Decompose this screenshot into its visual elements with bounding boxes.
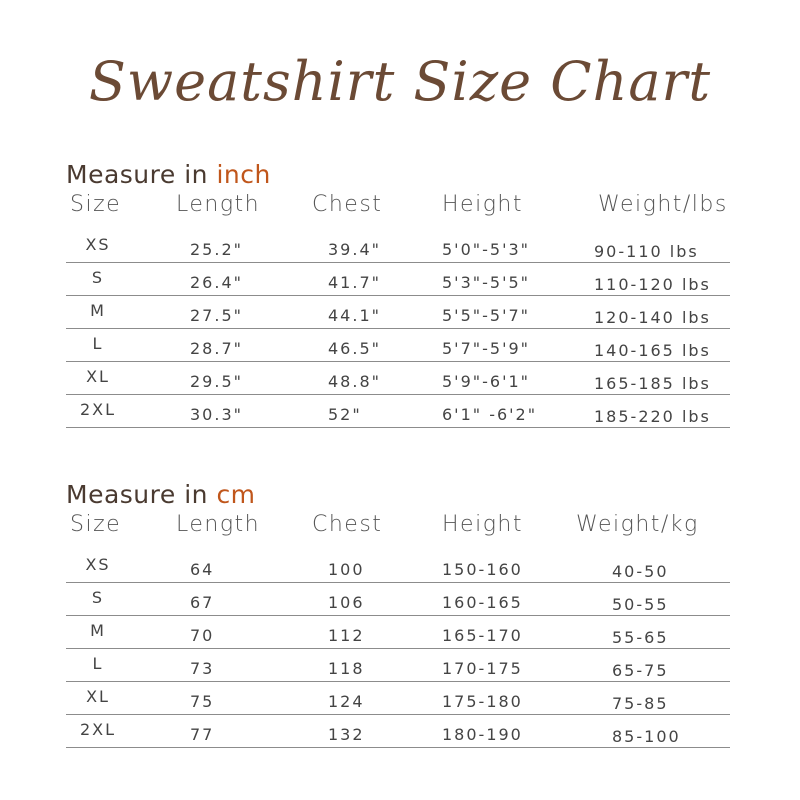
cell-size: M xyxy=(90,301,106,320)
cell-height: 5'7"-5'9" xyxy=(442,339,531,358)
cell-chest: 100 xyxy=(328,560,365,579)
inch-table-header xyxy=(66,192,730,230)
table-row xyxy=(66,715,730,748)
column-header-weight: Weight/lbs xyxy=(598,192,728,217)
cell-height: 160-165 xyxy=(442,593,523,612)
inch-section xyxy=(66,158,730,428)
cell-weight: 140-165 lbs xyxy=(594,341,711,360)
table-row xyxy=(66,395,730,428)
inch-table-body xyxy=(66,230,730,428)
cell-length: 73 xyxy=(190,659,215,678)
cell-length: 30.3" xyxy=(190,405,243,424)
cell-chest: 44.1" xyxy=(328,306,381,325)
cell-weight: 110-120 lbs xyxy=(594,275,711,294)
cell-height: 5'3"-5'5" xyxy=(442,273,531,292)
cell-chest: 39.4" xyxy=(328,240,381,259)
cell-height: 165-170 xyxy=(442,626,523,645)
column-header-size: Size xyxy=(70,192,122,217)
table-row xyxy=(66,616,730,649)
cell-chest: 124 xyxy=(328,692,365,711)
cell-weight: 40-50 xyxy=(612,562,669,581)
cell-size: XL xyxy=(86,367,110,386)
cell-size: 2XL xyxy=(79,720,117,739)
cell-length: 26.4" xyxy=(190,273,243,292)
table-row xyxy=(66,550,730,583)
cell-size: XS xyxy=(85,555,111,574)
cell-size: S xyxy=(91,268,105,287)
cell-length: 75 xyxy=(190,692,215,711)
cell-size: XS xyxy=(85,235,111,254)
cell-weight: 50-55 xyxy=(612,595,669,614)
cell-length: 25.2" xyxy=(190,240,243,259)
cell-height: 5'0"-5'3" xyxy=(442,240,531,259)
cell-chest: 52" xyxy=(328,405,362,424)
cm-heading xyxy=(66,478,730,512)
cell-weight: 55-65 xyxy=(612,628,669,647)
cell-height: 5'5"-5'7" xyxy=(442,306,531,325)
inch-heading-prefix: Measure in xyxy=(66,160,217,189)
table-row xyxy=(66,362,730,395)
cell-height: 150-160 xyxy=(442,560,523,579)
cell-size: S xyxy=(91,588,105,607)
cm-heading-unit: cm xyxy=(216,480,256,509)
cell-chest: 41.7" xyxy=(328,273,381,292)
cell-height: 175-180 xyxy=(442,692,523,711)
page-title: Sweatshirt Size Chart xyxy=(88,50,712,113)
cell-chest: 106 xyxy=(328,593,365,612)
table-row xyxy=(66,649,730,682)
cell-size: XL xyxy=(86,687,110,706)
inch-heading-unit: inch xyxy=(216,160,271,189)
cell-length: 64 xyxy=(190,560,215,579)
cm-heading-prefix: Measure in xyxy=(66,480,217,509)
table-row xyxy=(66,329,730,362)
cell-chest: 112 xyxy=(328,626,365,645)
cell-length: 77 xyxy=(190,725,215,744)
column-header-size: Size xyxy=(70,512,122,537)
cell-size: M xyxy=(90,621,106,640)
cell-height: 170-175 xyxy=(442,659,523,678)
inch-heading xyxy=(66,158,730,192)
cell-chest: 132 xyxy=(328,725,365,744)
cell-weight: 85-100 xyxy=(612,727,681,746)
cell-weight: 65-75 xyxy=(612,661,669,680)
cm-table-body xyxy=(66,550,730,748)
table-row xyxy=(66,230,730,263)
cell-weight: 165-185 lbs xyxy=(594,374,711,393)
cm-section xyxy=(66,478,730,748)
column-header-weight: Weight/kg xyxy=(576,512,699,537)
cell-weight: 90-110 lbs xyxy=(594,242,699,261)
table-row xyxy=(66,296,730,329)
column-header-length: Length xyxy=(176,512,261,537)
table-row xyxy=(66,682,730,715)
column-header-height: Height xyxy=(442,192,523,217)
cell-length: 70 xyxy=(190,626,215,645)
cell-length: 67 xyxy=(190,593,215,612)
cell-length: 28.7" xyxy=(190,339,243,358)
cell-height: 180-190 xyxy=(442,725,523,744)
cell-weight: 120-140 lbs xyxy=(594,308,711,327)
column-header-chest: Chest xyxy=(312,192,383,217)
cell-size: L xyxy=(92,334,104,353)
cell-length: 29.5" xyxy=(190,372,243,391)
cell-size: L xyxy=(92,654,104,673)
cell-chest: 118 xyxy=(328,659,365,678)
column-header-length: Length xyxy=(176,192,261,217)
cell-length: 27.5" xyxy=(190,306,243,325)
table-row xyxy=(66,263,730,296)
cell-weight: 185-220 lbs xyxy=(594,407,711,426)
cell-size: 2XL xyxy=(79,400,117,419)
cell-weight: 75-85 xyxy=(612,694,669,713)
column-header-height: Height xyxy=(442,512,523,537)
cell-chest: 46.5" xyxy=(328,339,381,358)
cell-chest: 48.8" xyxy=(328,372,381,391)
cell-height: 6'1" -6'2" xyxy=(442,405,538,424)
column-header-chest: Chest xyxy=(312,512,383,537)
cell-height: 5'9"-6'1" xyxy=(442,372,531,391)
cm-table-header xyxy=(66,512,730,550)
table-row xyxy=(66,583,730,616)
